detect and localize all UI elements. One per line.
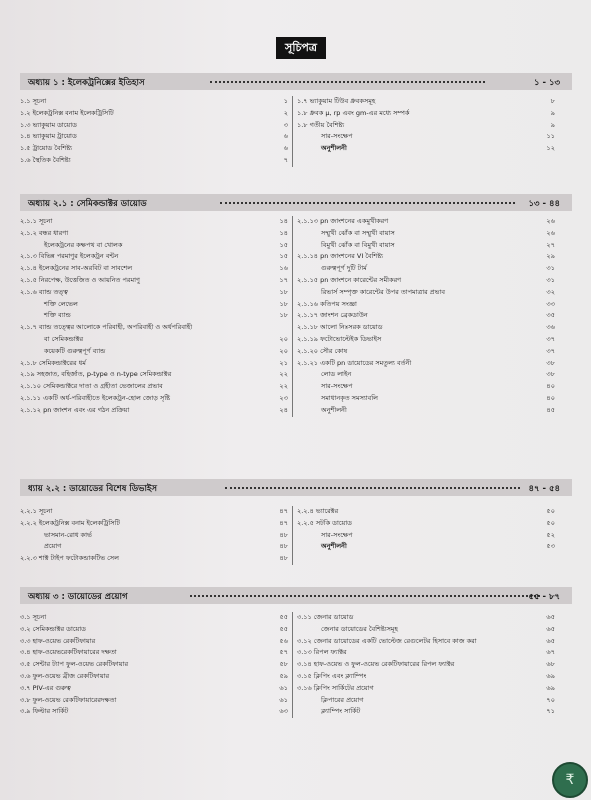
dot-leader bbox=[210, 81, 485, 83]
entry-page-number: ৭ bbox=[283, 155, 288, 164]
entry-page-number: ৭০ bbox=[546, 695, 555, 704]
entry-title: অনুশীলনী bbox=[321, 405, 347, 414]
entry-page-number: ৮ bbox=[550, 97, 555, 105]
toc-entry[interactable] bbox=[297, 369, 559, 381]
entry-title: ক্লিপারের প্রয়োগ bbox=[321, 695, 364, 704]
toc-entry[interactable] bbox=[20, 671, 292, 683]
entry-page-number: ৩৮ bbox=[546, 370, 555, 379]
entry-page-number: ৬১ bbox=[279, 683, 288, 692]
entry-page-number: ৬৭ bbox=[546, 648, 555, 657]
entry-title: ২.১.২১ একটি pn ডায়োডের সমতুল্য বর্তনী bbox=[297, 358, 412, 367]
entry-page-number: ২১ bbox=[279, 358, 288, 367]
left-column bbox=[20, 96, 293, 167]
toc-entry[interactable] bbox=[20, 612, 292, 624]
entry-title: ২.১.১৫ pn জাংশনে কারেন্টের সমীকরণ bbox=[297, 275, 402, 284]
entry-title: ১.৫ ট্রায়োড বৈশিষ্ট্য bbox=[20, 144, 72, 153]
entry-page-number: ৬৩ bbox=[279, 707, 288, 716]
toc-entry[interactable] bbox=[297, 287, 559, 299]
toc-entry[interactable] bbox=[20, 108, 292, 120]
toc-entry[interactable] bbox=[297, 96, 559, 108]
chapter-header bbox=[20, 587, 572, 604]
toc-entry[interactable] bbox=[20, 405, 292, 417]
entry-title: গুরুত্বপূর্ণ দুটি টার্ম bbox=[321, 264, 367, 273]
entry-page-number: ৩৬ bbox=[546, 323, 555, 332]
entry-page-number: ৫৫ bbox=[279, 613, 288, 621]
entry-page-number: ৩২ bbox=[546, 287, 555, 296]
entry-title: ৩.৩ হাফ-ওয়েভ রেকটিফায়ার bbox=[20, 636, 96, 645]
entry-title: ৩.২ সেমিকন্ডাক্টর ডায়োড bbox=[20, 624, 86, 633]
entry-page-number: ৫২ bbox=[546, 530, 555, 539]
toc-entry[interactable] bbox=[20, 659, 292, 671]
right-column bbox=[297, 612, 559, 718]
entry-page-number: ২৩ bbox=[279, 393, 288, 402]
toc-entry[interactable] bbox=[20, 541, 292, 553]
entry-page-number: ৩৭ bbox=[546, 334, 555, 343]
entry-page-number: ৫৭ bbox=[279, 648, 288, 657]
toc-entry[interactable] bbox=[297, 506, 559, 518]
entry-title: ৩.৬ ফুল-ওয়েভ ব্রীজ রেকটিফায়ার bbox=[20, 671, 110, 680]
toc-entry[interactable] bbox=[297, 541, 559, 553]
entry-title: ২.১.৮ সেমিকন্ডাক্টরের ধর্ম bbox=[20, 358, 86, 367]
chapter-page-range: ১ - ১৩ bbox=[533, 78, 560, 88]
entry-page-number: ৩১ bbox=[546, 275, 555, 284]
entry-title: ২.২.২ ইলেকট্রনিক্স বনাম ইলেকট্রিসিটি bbox=[20, 518, 120, 527]
right-column bbox=[297, 216, 559, 417]
chapter-header bbox=[20, 73, 572, 90]
entry-title: সার-সংক্ষেপ bbox=[321, 530, 353, 539]
entry-page-number: ৩ bbox=[283, 120, 288, 129]
toc-entry[interactable] bbox=[20, 143, 292, 155]
entry-title: সার-সংক্ষেপ bbox=[321, 382, 353, 391]
toc-entry[interactable] bbox=[297, 346, 559, 358]
entry-title: ২.১.১৭ জাংশন ব্রেকডাউন bbox=[297, 311, 368, 320]
toc-entry[interactable] bbox=[297, 358, 559, 370]
entry-title: ১.৬ স্থৈতিক বৈশিষ্ট্য bbox=[20, 155, 71, 164]
entry-title: ৩.১১ জেনার ডায়োড bbox=[297, 613, 354, 621]
toc-entry[interactable] bbox=[297, 322, 559, 334]
entry-title: ভাসমান-রোধ কার্ভ bbox=[44, 530, 92, 539]
watermark-badge-icon: ₹ bbox=[552, 762, 588, 798]
chapter-header bbox=[20, 479, 572, 496]
entry-page-number: ৬ bbox=[283, 144, 288, 153]
entry-title: শক্তি লেভেল bbox=[44, 299, 78, 308]
toc-entry[interactable] bbox=[20, 275, 292, 287]
entry-page-number: ১৪ bbox=[279, 217, 288, 225]
toc-entry[interactable] bbox=[20, 322, 292, 334]
entry-title: ২.২.৩ শাক্ট টাইপ ফটোকন্ডাকটিভ সেল bbox=[20, 554, 119, 563]
entry-page-number: ২২ bbox=[279, 382, 288, 391]
entry-title: রিভার্স সম্পৃক্ত কারেন্টের উপর তাপমাত্রার প্রভাব bbox=[321, 287, 446, 296]
toc-entry[interactable] bbox=[297, 695, 559, 707]
chapter-page-range: ৫৫ - ৮৭ bbox=[528, 592, 560, 602]
chapter-page-range: ১৩ - ৪৪ bbox=[528, 199, 560, 209]
entry-title: ২.১.১২ pn জাংশন এবং এর গঠন প্রক্রিয়া bbox=[20, 405, 130, 414]
entry-title: কয়েকটি গুরুত্বপূর্ণ ব্যান্ড bbox=[44, 346, 106, 355]
toc-entry[interactable] bbox=[297, 405, 559, 417]
toc-entry[interactable] bbox=[297, 381, 559, 393]
toc-entry[interactable] bbox=[297, 120, 559, 132]
entry-page-number: ৫৮ bbox=[279, 660, 288, 669]
left-column bbox=[20, 612, 293, 718]
entry-page-number: ১৮ bbox=[279, 311, 288, 320]
entry-title: শক্তি ব্যান্ড bbox=[44, 311, 71, 320]
entry-page-number: ৬৫ bbox=[546, 624, 555, 633]
toc-entry[interactable] bbox=[297, 636, 559, 648]
toc-entry[interactable] bbox=[20, 695, 292, 707]
entry-page-number: ১৬ bbox=[279, 264, 288, 273]
entry-page-number: ৩৩ bbox=[546, 299, 555, 308]
toc-entry[interactable] bbox=[297, 624, 559, 636]
entry-title: ২.২.১ সূচনা bbox=[20, 507, 53, 515]
entry-page-number: ১৪ bbox=[279, 228, 288, 237]
toc-entry[interactable] bbox=[20, 530, 292, 542]
toc-entry[interactable] bbox=[20, 381, 292, 393]
toc-entry[interactable] bbox=[297, 612, 559, 624]
entry-title: ১.১ সূচনা bbox=[20, 97, 47, 105]
entry-title: ৩.১৫ ক্লিপিং এবং ক্ল্যাম্পিং bbox=[297, 671, 367, 680]
entry-title: সম্মুখী ঝোঁক বা সম্মুখী বায়াস bbox=[321, 228, 395, 237]
toc-entry[interactable] bbox=[297, 131, 559, 143]
toc-entry[interactable] bbox=[297, 530, 559, 542]
chapter-title: অধ্যায় ৩ : ডায়োডের প্রয়োগ bbox=[28, 592, 128, 602]
entry-title: ২.১.৪ ইলেকট্রনের সাব-অরবিট বা সাবশেল bbox=[20, 264, 133, 273]
entry-page-number: ৩৫ bbox=[546, 311, 555, 320]
toc-entry[interactable] bbox=[297, 334, 559, 346]
entry-page-number: ২ bbox=[283, 108, 288, 117]
entry-page-number: ৬৯ bbox=[546, 683, 555, 692]
entry-page-number: ৩৮ bbox=[546, 358, 555, 367]
entry-title: ৩.৮ ফুল-ওয়েভ রেকটিফায়ারেরদক্ষতা bbox=[20, 695, 117, 704]
entry-title: বা সেমিকন্ডাক্টর bbox=[44, 334, 84, 343]
entry-page-number: ১৮ bbox=[279, 287, 288, 296]
entry-page-number: ৪০ bbox=[546, 382, 555, 391]
toc-entry[interactable] bbox=[20, 706, 292, 718]
toc-entry[interactable] bbox=[20, 518, 292, 530]
entry-page-number: ২৯ bbox=[546, 252, 555, 261]
entry-title: ৩.৯ ফিল্টার সার্কিট bbox=[20, 707, 69, 716]
entry-title: ২.১.১১ একটি অর্ধ-পরিবাহীতে ইলেকট্রন-হোল জোড় সৃষ্টি bbox=[20, 393, 171, 402]
toc-entry[interactable] bbox=[20, 96, 292, 108]
entry-page-number: ৫০ bbox=[546, 507, 555, 515]
dot-leader bbox=[225, 487, 520, 489]
entry-page-number: ২০ bbox=[279, 346, 288, 355]
entry-page-number: ৪৭ bbox=[279, 507, 288, 515]
entry-title: ৩.১৩ রিপল ফ্যাক্টর bbox=[297, 648, 347, 657]
entry-page-number: ৯ bbox=[550, 108, 555, 117]
toc-entry[interactable] bbox=[297, 647, 559, 659]
toc-entry[interactable] bbox=[297, 683, 559, 695]
entry-title: সার-সংক্ষেপ bbox=[321, 132, 353, 141]
entry-page-number: ৬৮ bbox=[546, 660, 555, 669]
entry-title: ২.১.৭ ব্যান্ড তত্ত্বের আলোকে পরিবাহী, অপরিবাহী ও অর্ধপরিবাহী bbox=[20, 323, 193, 332]
entry-page-number: ১৫ bbox=[279, 240, 288, 249]
right-column bbox=[297, 96, 559, 155]
entry-page-number: ৭১ bbox=[546, 707, 555, 716]
entry-title: ৩.১৬ ক্লিপিং সার্কিটের প্রয়োগ bbox=[297, 683, 374, 692]
entry-title: ১.২ ইলেকট্রনিক্স বনাম ইলেকট্রিসিটি bbox=[20, 108, 114, 117]
entry-page-number: ১২ bbox=[546, 144, 555, 153]
entry-title: অনুশীলনী bbox=[321, 542, 347, 551]
right-column bbox=[297, 506, 559, 553]
entry-title: জেনার ডায়োডের বৈশিষ্ট্যসমূহ bbox=[321, 624, 398, 633]
toc-entry[interactable] bbox=[20, 216, 292, 228]
entry-page-number: ১৮ bbox=[279, 299, 288, 308]
chapter-title: অধ্যায় ২.১ : সেমিকন্ডাক্টর ডায়োড bbox=[28, 199, 147, 209]
entry-page-number: ৯ bbox=[550, 120, 555, 129]
entry-page-number: ২৭ bbox=[546, 240, 555, 249]
entry-title: ১.৩ ভ্যাকুয়াম ডায়োড bbox=[20, 120, 77, 129]
entry-page-number: ৫০ bbox=[546, 518, 555, 527]
toc-entry[interactable] bbox=[20, 131, 292, 143]
toc-entry[interactable] bbox=[297, 659, 559, 671]
entry-title: ১.৮ গতীয় বৈশিষ্ট্য bbox=[297, 120, 345, 129]
entry-title: বিমুখী ঝোঁক বা বিমুখী বায়াস bbox=[321, 240, 395, 249]
entry-title: ২.১.৫ নিরপেক্ষ, উত্তেজিত ও আয়নিত পরমাণু bbox=[20, 275, 140, 284]
entry-page-number: ১১ bbox=[546, 132, 555, 141]
entry-title: ২.১.৩ বিভিন্ন পরমাণুর ইলেকট্রন বন্টন bbox=[20, 252, 119, 261]
toc-entry[interactable] bbox=[20, 683, 292, 695]
toc-entry[interactable] bbox=[20, 647, 292, 659]
toc-entry[interactable] bbox=[297, 216, 559, 228]
entry-title: ৩.১ সূচনা bbox=[20, 613, 47, 621]
left-column bbox=[20, 506, 293, 565]
entry-page-number: ৪৫ bbox=[546, 405, 555, 414]
toc-entry[interactable] bbox=[20, 358, 292, 370]
entry-title: ৩.৫ সেন্টার ট্যাপ ফুল-ওয়েভ রেকটিফায়ার bbox=[20, 660, 129, 669]
toc-entry[interactable] bbox=[297, 518, 559, 530]
toc-entry[interactable] bbox=[20, 120, 292, 132]
entry-page-number: ৬১ bbox=[279, 695, 288, 704]
toc-entry[interactable] bbox=[20, 228, 292, 240]
entry-title: অনুশীলনী bbox=[321, 144, 347, 153]
entry-page-number: ৪০ bbox=[546, 393, 555, 402]
entry-page-number: ৬৫ bbox=[546, 613, 555, 621]
entry-page-number: ১৫ bbox=[279, 252, 288, 261]
toc-entry[interactable] bbox=[20, 334, 292, 346]
entry-title: ২.১.৬ ব্যান্ড তত্ত্ব bbox=[20, 287, 68, 296]
toc-entry[interactable] bbox=[20, 240, 292, 252]
toc-entry[interactable] bbox=[20, 287, 292, 299]
toc-entry[interactable] bbox=[297, 310, 559, 322]
toc-entry[interactable] bbox=[20, 393, 292, 405]
entry-title: ৩.১৪ হাফ-ওয়েভ ও ফুল-ওয়েভ রেকটিফায়ারের রিপল ফ্যাক্টর bbox=[297, 660, 455, 669]
entry-title: ৩.১২ জেনার ডায়োডের একটি ভোল্টেজ রেগুলেটর হিসাবে কাজ করা bbox=[297, 636, 477, 645]
entry-title: ২.১৯ সহজাত, বহির্জাত, p-type ও n-type সেমিকন্ডাক্টর bbox=[20, 370, 172, 379]
entry-page-number: ৬ bbox=[283, 132, 288, 141]
toc-entry[interactable] bbox=[20, 299, 292, 311]
toc-title: সূচিপত্র bbox=[276, 37, 326, 59]
toc-entry[interactable] bbox=[20, 310, 292, 322]
entry-page-number: ৩১ bbox=[546, 264, 555, 273]
entry-page-number: ২০ bbox=[279, 334, 288, 343]
toc-entry[interactable] bbox=[20, 636, 292, 648]
entry-title: ২.১.১ সূচনা bbox=[20, 217, 53, 225]
entry-page-number: ২৬ bbox=[546, 217, 555, 225]
toc-entry[interactable] bbox=[20, 251, 292, 263]
toc-entry[interactable] bbox=[297, 263, 559, 275]
entry-page-number: ১৭ bbox=[279, 275, 288, 284]
left-column bbox=[20, 216, 293, 417]
entry-page-number: ৫৩ bbox=[546, 542, 555, 551]
entry-page-number: ২২ bbox=[279, 370, 288, 379]
chapter-title: অধ্যায় ১ : ইলেকট্রনিক্সের ইতিহাস bbox=[28, 78, 145, 88]
entry-page-number: ৪৮ bbox=[279, 554, 288, 563]
toc-entry[interactable] bbox=[20, 155, 292, 167]
entry-title: লোড লাইন bbox=[321, 370, 352, 379]
chapter-page-range: ৪৭ - ৫৪ bbox=[528, 484, 560, 494]
chapter-header bbox=[20, 194, 572, 211]
toc-entry[interactable] bbox=[297, 275, 559, 287]
entry-page-number: ৪৮ bbox=[279, 542, 288, 551]
toc-entry[interactable] bbox=[297, 251, 559, 263]
entry-page-number: ৫৯ bbox=[279, 671, 288, 680]
entry-page-number: ২৪ bbox=[279, 405, 288, 414]
entry-title: ২.১.১৪ pn জাংশনের VI বৈশিষ্ট্য bbox=[297, 252, 384, 261]
toc-entry[interactable] bbox=[297, 393, 559, 405]
toc-entry[interactable] bbox=[20, 369, 292, 381]
chapter-title: ধ্যায় ২.২ : ডায়োডের বিশেষ ডিভাইস bbox=[28, 484, 157, 494]
entry-title: ২.২.৪ ভ্যারেক্টর bbox=[297, 507, 339, 515]
entry-page-number: ৪৮ bbox=[279, 530, 288, 539]
toc-entry[interactable] bbox=[20, 346, 292, 358]
entry-page-number: ৬৫ bbox=[546, 636, 555, 645]
entry-title: ক্ল্যাম্পিং সার্কিট bbox=[321, 707, 361, 716]
toc-entry[interactable] bbox=[297, 299, 559, 311]
entry-page-number: ৪৭ bbox=[279, 518, 288, 527]
entry-title: প্রয়োগ bbox=[44, 542, 62, 551]
toc-entry[interactable] bbox=[297, 671, 559, 683]
entry-page-number: ৬৯ bbox=[546, 671, 555, 680]
entry-title: ২.১.১৬ কতিপয় সংজ্ঞা bbox=[297, 299, 357, 308]
toc-entry[interactable] bbox=[297, 706, 559, 718]
entry-title: ২.২.৫ সটকি ডায়োড bbox=[297, 518, 352, 527]
toc-entry[interactable] bbox=[297, 108, 559, 120]
entry-title: ২.১.১৩ pn জাংশনের একমুখীকরণ bbox=[297, 217, 389, 225]
entry-page-number: ১ bbox=[283, 97, 288, 105]
entry-page-number: ৫৬ bbox=[279, 636, 288, 645]
entry-page-number: ৫৫ bbox=[279, 624, 288, 633]
entry-page-number: ৩৭ bbox=[546, 346, 555, 355]
entry-page-number: ২৬ bbox=[546, 228, 555, 237]
entry-title: ২.১.১০ সেমিকন্ডাক্টরে দাতা ও গ্রহীতা ভেজালের প্রভাব bbox=[20, 382, 163, 391]
toc-entry[interactable] bbox=[20, 624, 292, 636]
entry-title: ২.১.২ বন্ধর ধারণা bbox=[20, 228, 69, 237]
entry-title: ইলেকট্রনের কক্ষপথ বা খোলক bbox=[44, 240, 123, 249]
entry-title: ১.৮ ধ্রুবক μ, rp এবং gm-এর মধ্যে সম্পর্ক bbox=[297, 108, 410, 117]
entry-title: ৩.৭ PIV-এর গুরুত্ব bbox=[20, 683, 71, 692]
toc-entry[interactable] bbox=[20, 263, 292, 275]
entry-title: ২.১.২০ সৌর কোষ bbox=[297, 346, 348, 355]
entry-title: ১.৪ ভ্যাকুয়াম ট্রায়োড bbox=[20, 132, 77, 141]
toc-entry[interactable] bbox=[20, 506, 292, 518]
dot-leader bbox=[190, 595, 540, 597]
entry-title: ২.১.১৮ আলো নিঃসরক ডায়োড bbox=[297, 323, 383, 332]
toc-entry[interactable] bbox=[297, 240, 559, 252]
entry-title: সমাধানকৃত সমস্যাবলি bbox=[321, 393, 378, 402]
dot-leader bbox=[220, 202, 515, 204]
entry-title: ২.১.১৯ ফটোভোল্টেইক ডিভাইস bbox=[297, 334, 382, 343]
toc-entry[interactable] bbox=[297, 143, 559, 155]
entry-title: ১.৭ ভ্যাকুয়াম টিউব ধ্রুবকসমূহ bbox=[297, 97, 376, 105]
toc-entry[interactable] bbox=[20, 553, 292, 565]
toc-entry[interactable] bbox=[297, 228, 559, 240]
entry-title: ৩.৪ হাফ-ওয়েভরেকটিফায়ারের দক্ষতা bbox=[20, 648, 117, 657]
